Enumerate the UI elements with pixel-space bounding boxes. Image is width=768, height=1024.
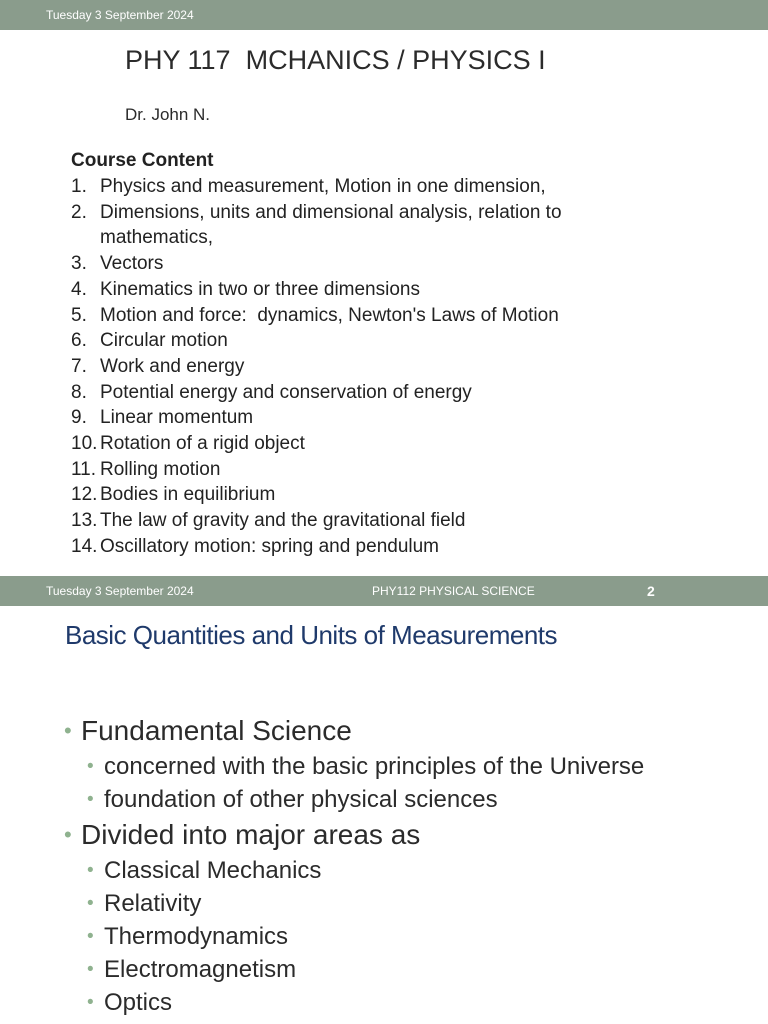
- course-item-number: 5.: [71, 304, 87, 326]
- slide1-author: Dr. John N.: [125, 105, 211, 124]
- course-item-text: Rotation of a rigid object: [100, 433, 305, 455]
- footer-date: Tuesday 3 September 2024: [46, 584, 194, 598]
- bullet-text: concerned with the basic principles of the Universe: [104, 753, 645, 780]
- bullet-text: Classical Mechanics: [104, 857, 322, 884]
- bullet-item: [64, 712, 744, 750]
- course-item-number: 14.: [71, 535, 98, 557]
- bullet-text: Optics: [104, 989, 173, 1016]
- bullet-text: Fundamental Science: [81, 715, 352, 746]
- course-item-text: Circular motion: [100, 330, 228, 352]
- slide-footer-bar: [0, 576, 768, 606]
- bullet-text: Thermodynamics: [104, 923, 289, 950]
- course-item-text: Oscillatory motion: spring and pendulum: [100, 535, 440, 557]
- slide2-bullet-list: [64, 712, 744, 1019]
- course-item-text: Bodies in equilibrium: [100, 484, 276, 506]
- bullet-icon: •: [87, 893, 94, 914]
- course-item-text: Rolling motion: [100, 458, 221, 480]
- slide1-date: Tuesday 3 September 2024: [46, 8, 194, 22]
- bullet-text: foundation of other physical sciences: [104, 786, 498, 813]
- course-item-number: 13.: [71, 510, 98, 532]
- course-item-text: The law of gravity and the gravitational field: [100, 510, 466, 532]
- footer-page-number: 2: [647, 583, 655, 599]
- slide1-title: PHY 117 MCHANICS / PHYSICS I: [125, 45, 546, 75]
- course-item-text: Dimensions, units and dimensional analysis, relation to mathematics,: [100, 201, 567, 249]
- course-item-text: Physics and measurement, Motion in one dimension,: [100, 176, 546, 197]
- course-item-number: 3.: [71, 253, 87, 275]
- sub-bullet-item: [64, 920, 744, 953]
- bullet-icon: •: [87, 756, 94, 777]
- course-item-text: Kinematics in two or three dimensions: [100, 278, 420, 300]
- course-item-text: Vectors: [100, 253, 164, 275]
- course-item: [71, 508, 661, 534]
- course-item-text: Linear momentum: [100, 407, 254, 429]
- sub-bullet-item: [64, 887, 744, 920]
- bullet-text: Electromagnetism: [104, 956, 297, 983]
- bullet-icon: •: [87, 789, 94, 810]
- course-item-number: 2.: [71, 201, 87, 223]
- course-item-number: 12.: [71, 484, 98, 506]
- slide2-title: Basic Quantities and Units of Measurements: [65, 620, 558, 650]
- bullet-icon: •: [87, 860, 94, 881]
- bullet-icon: •: [87, 959, 94, 980]
- course-item-number: 9.: [71, 407, 87, 429]
- course-item-number: 6.: [71, 330, 87, 352]
- course-item: [71, 482, 661, 508]
- course-item-text: Motion and force: dynamics, Newton's Laws of Motion: [100, 304, 559, 326]
- course-content-heading: Course Content: [71, 150, 214, 171]
- course-item: [71, 405, 661, 431]
- course-content-list: [71, 174, 661, 560]
- course-item: [71, 200, 661, 251]
- course-item-text: Work and energy: [100, 355, 245, 377]
- bullet-text: Relativity: [104, 890, 202, 917]
- bullet-icon: •: [64, 718, 72, 743]
- bullet-icon: •: [87, 992, 94, 1013]
- sub-bullet-item: [64, 953, 744, 986]
- course-item: [71, 380, 661, 406]
- sub-bullet-item: [64, 750, 744, 783]
- bullet-text: Divided into major areas as: [81, 819, 421, 850]
- course-item: [71, 431, 661, 457]
- course-item-number: 1.: [71, 176, 87, 197]
- course-item: [71, 328, 661, 354]
- bullet-icon: •: [87, 926, 94, 947]
- bullet-icon: •: [64, 822, 72, 847]
- course-item-number: 4.: [71, 278, 87, 300]
- course-item-number: 11.: [71, 458, 97, 480]
- course-item-number: 7.: [71, 355, 87, 377]
- sub-bullet-item: [64, 783, 744, 816]
- course-item: [71, 303, 661, 329]
- course-item-number: 10.: [71, 433, 98, 455]
- course-item-number: 8.: [71, 381, 87, 403]
- course-item: [71, 251, 661, 277]
- course-item: [71, 277, 661, 303]
- course-item: [71, 174, 661, 200]
- sub-bullet-item: [64, 854, 744, 887]
- sub-bullet-item: [64, 986, 744, 1019]
- course-item: [71, 534, 661, 560]
- course-item: [71, 354, 661, 380]
- course-item: [71, 457, 661, 483]
- slide1-header-bar: [0, 0, 768, 30]
- bullet-item: [64, 816, 744, 854]
- course-item-text: Potential energy and conservation of energy: [100, 381, 472, 403]
- footer-course: PHY112 PHYSICAL SCIENCE: [372, 584, 535, 598]
